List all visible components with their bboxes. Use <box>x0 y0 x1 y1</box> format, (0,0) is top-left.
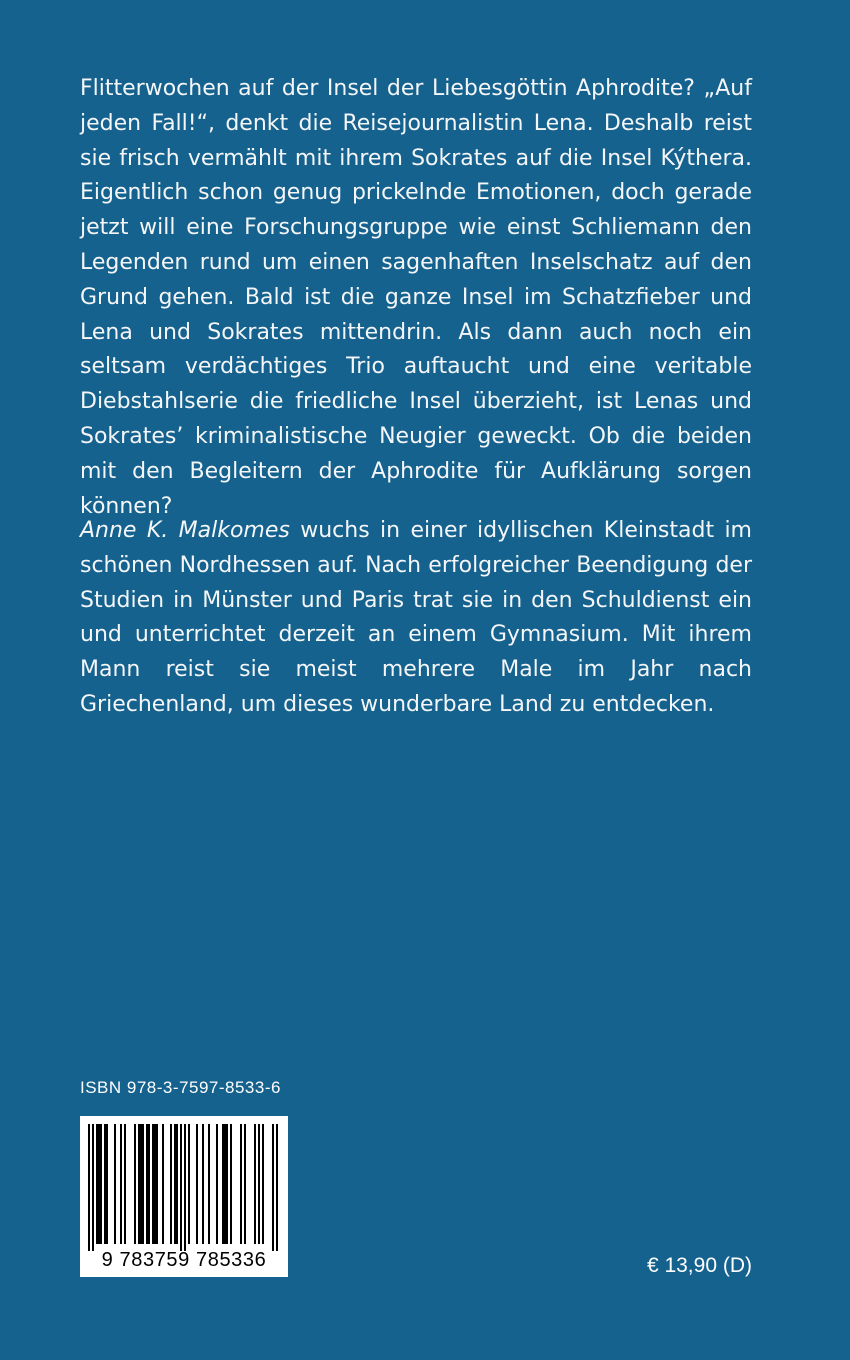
barcode-bar-3 <box>98 1124 100 1244</box>
barcode-bar-10 <box>134 1124 136 1244</box>
barcode-bar-36 <box>254 1124 256 1244</box>
barcode-bar-37 <box>258 1124 260 1244</box>
barcode-bar-1 <box>92 1124 94 1251</box>
barcode-bar-24 <box>184 1124 186 1251</box>
barcode-bar-12 <box>140 1124 142 1244</box>
barcode-bar-5 <box>104 1124 106 1244</box>
barcode-bar-22 <box>176 1124 178 1244</box>
barcode-bar-18 <box>156 1124 158 1244</box>
author-bio-text: wuchs in einer idyllischen Kleinstadt im schönen Nordhessen auf. Nach erfolgreicher Beendigung der Studien in Münster und Paris trat sie in den Schuldienst ein und unterrichtet derzeit an einem Gymnasium. Mit ihrem Mann reist sie meist mehrere Male im Jahr nach Griechenland, um dieses wunderbare Land zu entdecken. <box>80 518 752 717</box>
barcode-bar-25 <box>188 1124 190 1244</box>
barcode-digits: 9 783759 785336 <box>101 1249 267 1271</box>
barcode-bar-28 <box>208 1124 210 1244</box>
barcode-bar-13 <box>142 1124 144 1244</box>
blurb-text: Flitterwochen auf der Insel der Liebesgöttin Aphrodite? „Auf jeden Fall!“, denkt die Reisejournalistin Lena. Deshalb reist sie frisch vermählt mit ihrem Sokrates auf die Insel Kýthera. Eigentlich schon genug prickelnde Emotionen, doch gerade jetzt will eine Forschungsgruppe wie einst Schliemann den Legenden rund um einen sagenhaften Inselschatz auf den Grund gehen. Bald ist die ganze Insel im Schatzfieber und Lena und Sokrates mittendrin. Als dann auch noch ein seltsam verdächtiges Trio auftaucht und eine veritable Diebstahlserie die friedliche Insel überzieht, ist Lenas und Sokrates’ kriminalistische Neugier geweckt. Ob die beiden mit den Begleitern der Aphrodite für Aufklärung sorgen können? <box>80 76 752 519</box>
barcode-bar-11 <box>138 1124 140 1244</box>
barcode-bar-7 <box>114 1124 116 1244</box>
barcode-bar-29 <box>216 1124 218 1244</box>
barcode-bar-34 <box>240 1124 242 1244</box>
isbn-label: ISBN 978-3-7597-8533-6 <box>80 1078 281 1097</box>
barcode-bar-20 <box>170 1124 172 1244</box>
barcode-bar-2 <box>96 1124 98 1244</box>
barcode-bar-27 <box>202 1124 204 1244</box>
barcode-bar-32 <box>226 1124 228 1244</box>
barcode-bar-9 <box>124 1124 126 1244</box>
barcode-bar-17 <box>154 1124 156 1244</box>
barcode-bar-19 <box>162 1124 164 1244</box>
barcode-bar-31 <box>224 1124 226 1244</box>
barcode-bar-30 <box>222 1124 224 1244</box>
barcode-bars <box>80 1116 288 1251</box>
barcode-bar-33 <box>230 1124 232 1244</box>
barcode-bar-21 <box>174 1124 176 1244</box>
barcode <box>80 1116 288 1277</box>
barcode-bar-38 <box>262 1124 264 1244</box>
barcode-bar-23 <box>180 1124 182 1251</box>
price-label: € 13,90 (D) <box>646 1254 752 1277</box>
barcode-bar-14 <box>146 1124 148 1244</box>
barcode-bar-15 <box>148 1124 150 1244</box>
barcode-bar-35 <box>244 1124 246 1244</box>
barcode-bar-8 <box>120 1124 122 1244</box>
barcode-bar-40 <box>276 1124 278 1251</box>
author-name: Anne K. Malkomes <box>80 518 290 543</box>
barcode-bar-26 <box>196 1124 198 1244</box>
barcode-bar-39 <box>272 1124 274 1251</box>
author-bio <box>80 514 752 723</box>
barcode-bar-4 <box>100 1124 102 1244</box>
barcode-bar-16 <box>152 1124 154 1244</box>
barcode-bar-0 <box>88 1124 90 1251</box>
barcode-bar-6 <box>106 1124 108 1244</box>
